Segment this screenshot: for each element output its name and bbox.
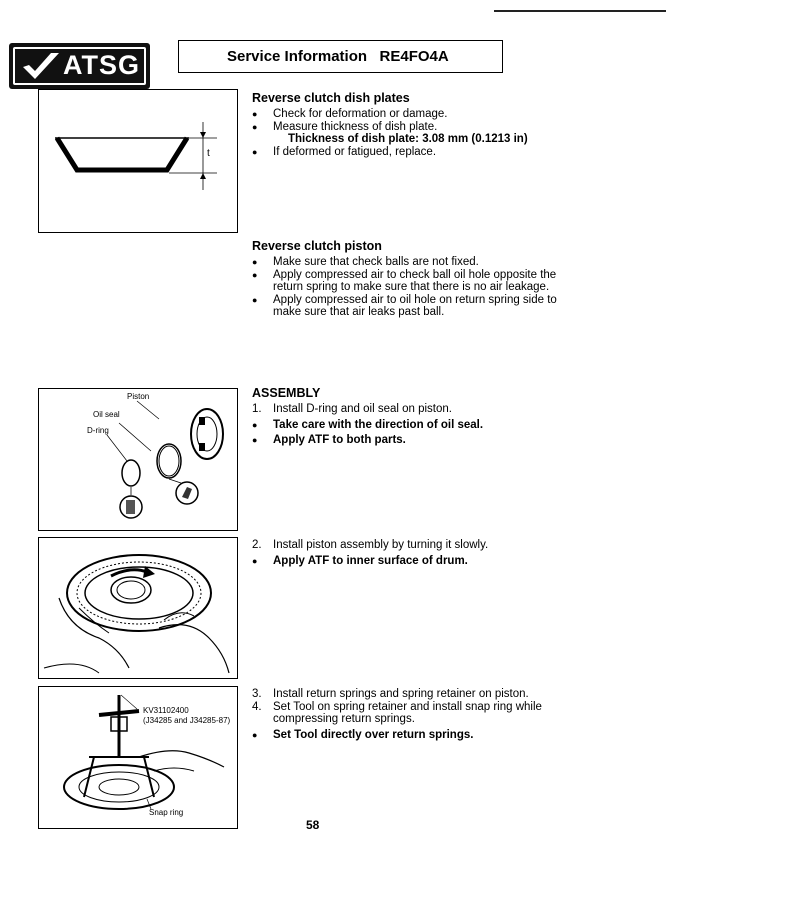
step-4 — [252, 701, 587, 726]
dish-plate-diagram — [39, 90, 237, 232]
step-number: 3. — [252, 688, 262, 700]
dish-heading: Reverse clutch dish plates — [252, 91, 410, 105]
step-number: 1. — [252, 403, 262, 415]
step-3 — [252, 688, 587, 701]
dish-section — [252, 91, 587, 158]
logo-text: ATSG — [63, 50, 140, 80]
step-number: 2. — [252, 539, 262, 551]
thickness-label: t — [207, 148, 210, 159]
drum-diagram — [39, 538, 237, 678]
step-number: 4. — [252, 700, 262, 713]
list-item: ● Take care with the direction of oil seal. — [252, 419, 587, 432]
dish-plate-figure — [38, 89, 238, 233]
piston-section — [252, 239, 587, 319]
piston-label: Piston — [127, 392, 150, 401]
list-item: ● Make sure that check balls are not fixed. — [252, 256, 587, 269]
top-rule — [494, 10, 666, 12]
page-title: Service Information RE4FO4A — [227, 48, 449, 65]
piston-heading: Reverse clutch piston — [252, 239, 382, 253]
snap-ring-label: Snap ring — [149, 808, 184, 817]
assembly-heading: ASSEMBLY — [252, 386, 321, 400]
step-text: Install piston assembly by turning it slowly. — [273, 539, 489, 551]
step2-section — [252, 539, 587, 567]
drum-figure — [38, 537, 238, 679]
page-number: 58 — [306, 818, 320, 832]
dish-spec: Thickness of dish plate: 3.08 mm (0.1213 in) — [288, 133, 528, 145]
list-item: ● Apply ATF to both parts. — [252, 434, 587, 447]
piston-figure — [38, 388, 238, 531]
tool-number-label: KV31102400 — [143, 706, 189, 715]
d-ring-label: D-ring — [87, 426, 109, 435]
step-text: Set Tool on spring retainer and install snap ring while compressing return springs. — [273, 700, 542, 725]
atsg-logo — [9, 43, 150, 89]
tool-alt-label: (J34285 and J34285-87) — [143, 716, 231, 725]
list-item: ● Apply compressed air to check ball oil hole opposite the return spring to make sure that there is no air leakage. — [252, 269, 587, 294]
list-item: ● If deformed or fatigued, replace. — [252, 146, 587, 159]
piston-diagram — [39, 389, 237, 530]
oil-seal-label: Oil seal — [93, 410, 120, 419]
step-text: Install return springs and spring retainer on piston. — [273, 688, 529, 700]
header-box — [178, 40, 503, 73]
list-item: ● Apply compressed air to oil hole on return spring side to make sure that air leaks past ball. — [252, 294, 587, 319]
step-2 — [252, 539, 587, 552]
list-item: ● Set Tool directly over return springs. — [252, 729, 587, 742]
step3-section — [252, 688, 587, 741]
list-item: ● Check for deformation or damage. — [252, 108, 587, 121]
list-item: ● Measure thickness of dish plate. — [252, 121, 587, 134]
step-1 — [252, 403, 587, 416]
tool-diagram — [39, 687, 237, 828]
list-item: ● Apply ATF to inner surface of drum. — [252, 555, 587, 568]
step-text: Install D-ring and oil seal on piston. — [273, 403, 452, 415]
tool-figure — [38, 686, 238, 829]
assembly-section — [252, 386, 587, 447]
checkmark-icon — [21, 51, 61, 81]
